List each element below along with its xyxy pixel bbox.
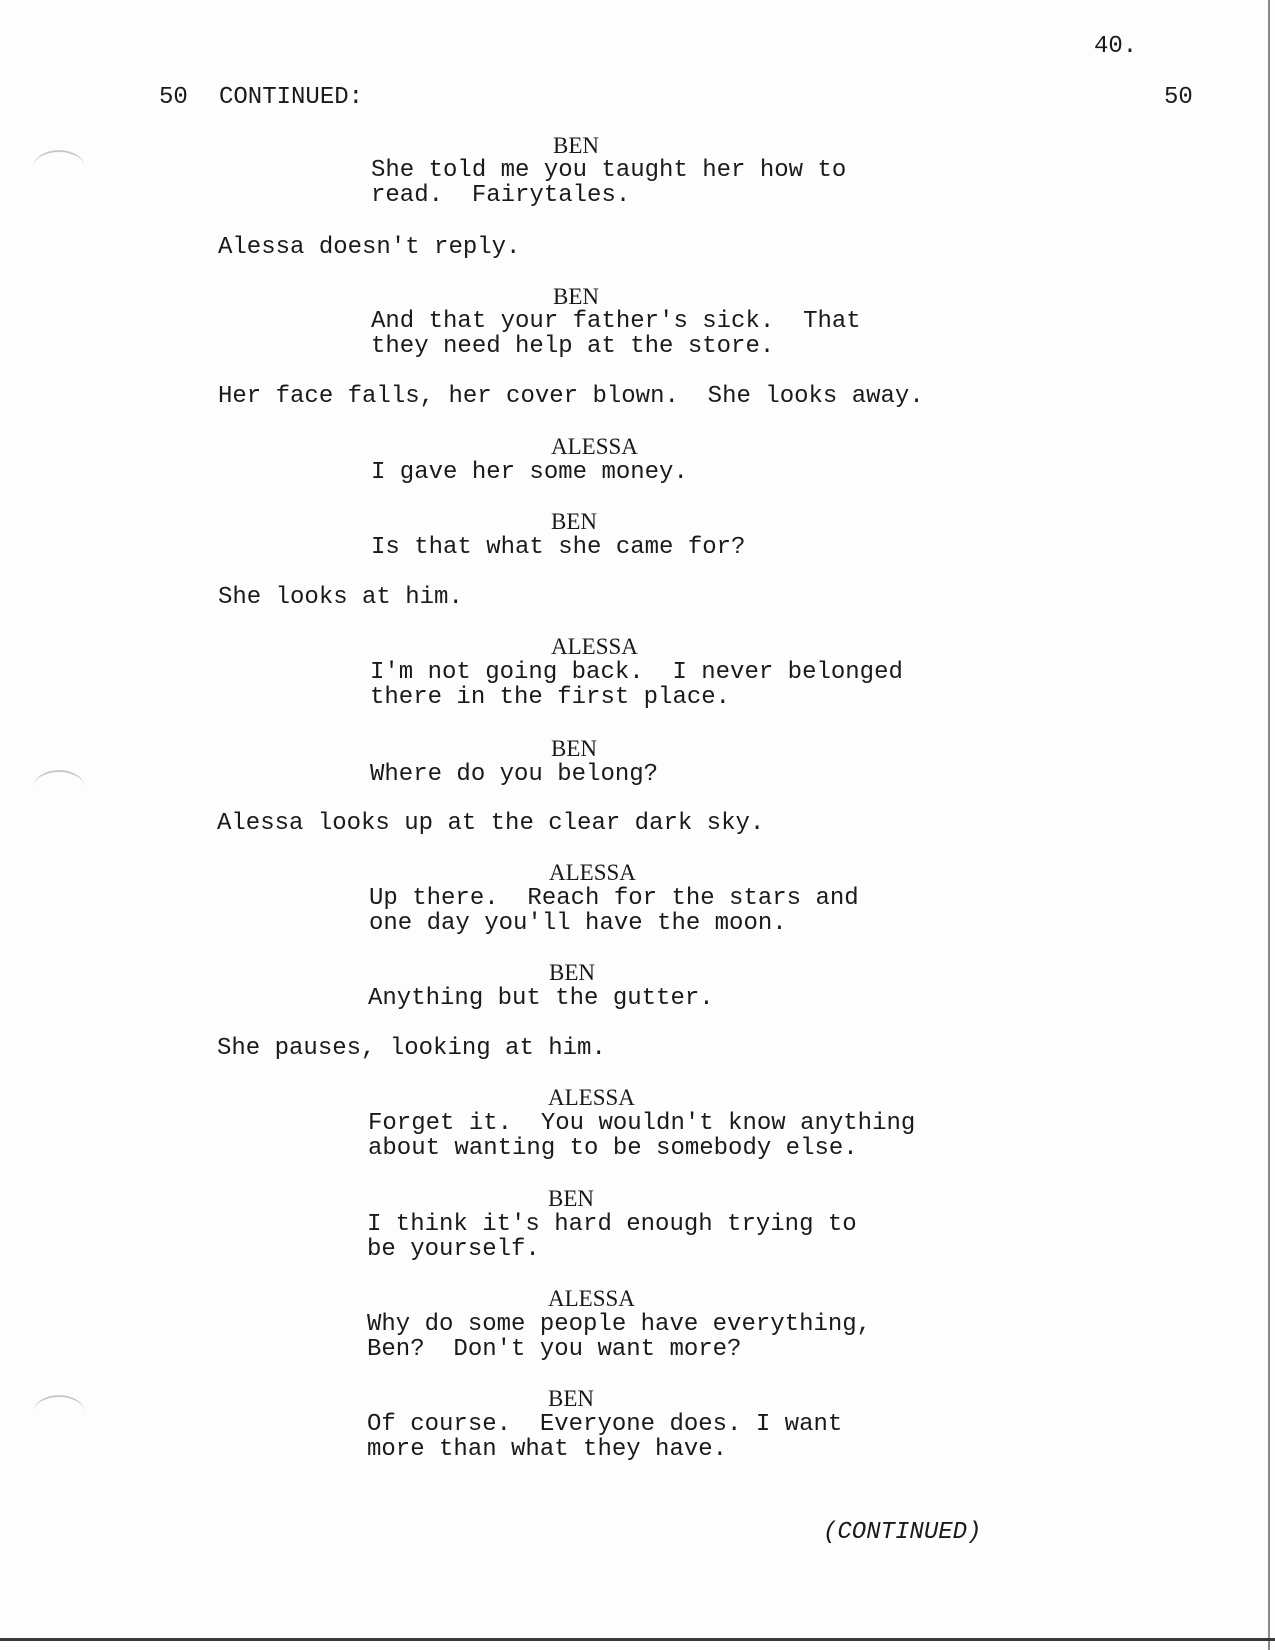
dialogue-line: more than what they have.	[367, 1436, 728, 1463]
character-name: BEN	[553, 133, 599, 158]
page-number: 40.	[1094, 33, 1138, 60]
dialogue-line: Forget it. You wouldn't know anything	[368, 1110, 916, 1137]
character-name: BEN	[551, 736, 597, 761]
hole-punch-mark	[33, 150, 85, 186]
character-name: BEN	[548, 1186, 594, 1211]
character-name: BEN	[549, 960, 595, 985]
character-name: BEN	[548, 1386, 594, 1411]
dialogue-line: they need help at the store.	[371, 333, 775, 360]
hole-punch-mark	[33, 1395, 85, 1431]
character-name: ALESSA	[551, 434, 638, 459]
page-edge-right	[1268, 0, 1270, 1650]
dialogue-line: She told me you taught her how to	[371, 157, 847, 184]
hole-punch-mark	[33, 770, 85, 806]
action-line: Alessa looks up at the clear dark sky.	[217, 810, 765, 837]
action-line: Her face falls, her cover blown. She looks away.	[218, 383, 924, 410]
dialogue-line: Where do you belong?	[370, 761, 659, 788]
character-name: ALESSA	[551, 634, 638, 659]
scene-number-left: 50	[159, 84, 188, 111]
dialogue-line: Up there. Reach for the stars and	[369, 885, 859, 912]
dialogue-line: I think it's hard enough trying to	[367, 1211, 857, 1238]
continued-footer: (CONTINUED)	[823, 1519, 982, 1546]
dialogue-line: I gave her some money.	[371, 459, 688, 486]
scene-number-right: 50	[1164, 84, 1193, 111]
dialogue-line: about wanting to be somebody else.	[368, 1135, 858, 1162]
page-edge-bottom	[0, 1638, 1275, 1641]
action-line: She looks at him.	[218, 584, 463, 611]
dialogue-line: Anything but the gutter.	[368, 985, 714, 1012]
dialogue-line: Of course. Everyone does. I want	[367, 1411, 843, 1438]
scene-heading: CONTINUED:	[219, 84, 364, 111]
dialogue-line: Is that what she came for?	[371, 534, 746, 561]
character-name: ALESSA	[549, 860, 636, 885]
dialogue-line: Why do some people have everything,	[367, 1311, 872, 1338]
action-line: She pauses, looking at him.	[217, 1035, 606, 1062]
dialogue-line: be yourself.	[367, 1236, 540, 1263]
dialogue-line: there in the first place.	[370, 684, 731, 711]
dialogue-line: one day you'll have the moon.	[369, 910, 787, 937]
character-name: BEN	[553, 284, 599, 309]
character-name: BEN	[551, 509, 597, 534]
character-name: ALESSA	[548, 1085, 635, 1110]
dialogue-line: I'm not going back. I never belonged	[370, 659, 903, 686]
character-name: ALESSA	[548, 1286, 635, 1311]
dialogue-line: read. Fairytales.	[371, 182, 631, 209]
action-line: Alessa doesn't reply.	[218, 234, 521, 261]
dialogue-line: And that your father's sick. That	[371, 308, 861, 335]
dialogue-line: Ben? Don't you want more?	[367, 1336, 742, 1363]
